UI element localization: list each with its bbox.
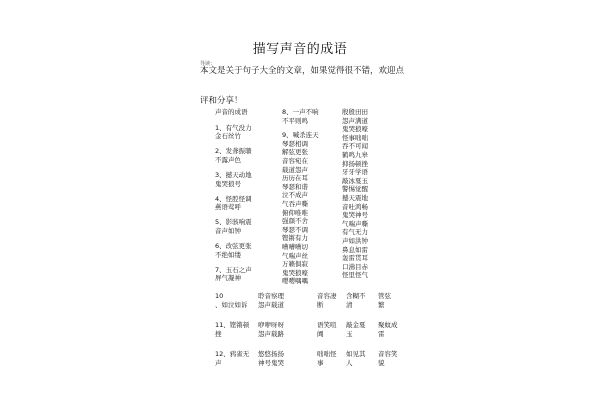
idiom-text: 怪里怪气 [342, 271, 368, 280]
idiom-text: 燕语莺呼 [215, 203, 241, 212]
idiom-text: 历历在耳 [282, 174, 308, 183]
idiom-text: 不露声色 [215, 155, 241, 164]
idiom-column-1 [215, 108, 279, 289]
idiom-text: 俯仰唯唯 [282, 208, 308, 217]
idiom-text: 警惕觉醒 [342, 185, 368, 194]
idiom-cell [215, 321, 249, 338]
idiom-text: 阗 [317, 329, 324, 338]
idiom-text: 敲金戛 [346, 321, 366, 329]
idiom-text: 铿锵有力 [282, 234, 308, 243]
idiom-text: 鬼哭狼号 [215, 179, 241, 188]
idiom-text: 咿咿呀呀 [258, 321, 284, 329]
list-item [215, 266, 279, 283]
idiom-cell [378, 292, 391, 309]
idiom-text: 悠悠扬扬 [258, 350, 284, 358]
idiom-text: 咄咄怪 [317, 350, 337, 358]
idiom-text: 10 [215, 292, 224, 300]
idiom-text: 事 [317, 358, 324, 367]
idiom-column-2 [282, 108, 326, 286]
idiom-text: 音吐鸿畅 [342, 202, 368, 211]
list-item [215, 218, 279, 235]
idiom-cell [346, 292, 366, 309]
idiom-cell [258, 350, 284, 367]
idiom-text: 4、怪腔怪调 [215, 194, 252, 203]
idiom-text: 貌 [378, 358, 385, 367]
idiom-text: 音声如钟 [215, 226, 241, 235]
idiom-text: 鬼哭狼嚎 [342, 125, 368, 134]
idiom-text: 2、发聋振聩 [215, 147, 252, 156]
idiom-text: 抑扬顿挫 [342, 159, 368, 168]
idiom-column-3 [342, 108, 382, 280]
idiom-cell [378, 350, 398, 367]
list-item [215, 147, 279, 164]
guide-label: 导读： [200, 61, 216, 67]
idiom-text: 屏气凝神 [215, 274, 241, 283]
idiom-text: 强颜不舍 [282, 217, 308, 226]
idiom-text: 有气无力 [342, 228, 368, 237]
idiom-text: 3、撼天动地 [215, 170, 252, 179]
list-item [215, 242, 279, 259]
idiom-cell [258, 321, 284, 338]
list-item [215, 171, 279, 188]
idiom-text: 金石丝竹 [215, 132, 241, 141]
idiom-text: 11、铿锵顿 [215, 321, 250, 329]
idiom-text: 12、鸦雀无 [215, 350, 250, 358]
idiom-cell [215, 350, 249, 367]
idiom-text: 解弦更张 [282, 148, 308, 157]
idiom-text: 繁 [378, 300, 385, 309]
idiom-text: 怪事咄咄 [342, 133, 368, 142]
idiom-cell [317, 350, 337, 367]
idiom-text: 、如泣如诉 [215, 300, 248, 309]
idiom-text: 如见其 [346, 350, 366, 358]
idiom-text: 不绝如缕 [215, 250, 241, 259]
idiom-text: 9、喊杀连天 [282, 131, 319, 140]
idiom-text: 琴瑟和谐 [282, 182, 308, 191]
idiom-text: 万籁俱寂 [282, 260, 308, 269]
idiom-text: 载道怨声 [282, 165, 308, 174]
idiom-text: 殷殷田田 [342, 108, 368, 116]
document-title: 描写声音的成语 [252, 42, 348, 57]
idiom-text: 吞不可闻 [342, 142, 368, 151]
idiom-text: 玉 [346, 329, 353, 338]
idiom-text: 嘈嘈嘈切 [282, 242, 308, 251]
idiom-cell [317, 321, 337, 338]
idiom-text: 8、一声不响 [282, 108, 319, 116]
idiom-cell [346, 321, 366, 338]
idiom-text: 神号鬼哭 [258, 358, 284, 367]
idiom-cell [215, 292, 248, 309]
idiom-text: 声如洪钟 [342, 236, 368, 245]
idiom-cell [346, 350, 366, 367]
idiom-text: 怨声载路 [258, 329, 284, 338]
idiom-text: 人 [346, 358, 353, 367]
list-item [282, 108, 326, 125]
list-item [215, 124, 279, 141]
share-text: 评和分享！ [200, 96, 243, 106]
idiom-text: 琴瑟不调 [282, 225, 308, 234]
list-item [215, 195, 279, 212]
idiom-text: 挫 [215, 329, 222, 338]
idiom-text: 不平则鸣 [282, 116, 308, 125]
idiom-text: 气吞声嘶 [282, 199, 308, 208]
idiom-text: 5、影骇响震 [215, 218, 252, 227]
idiom-text: 音容笑 [378, 350, 398, 358]
idiom-text: 牙牙学语 [342, 168, 368, 177]
idiom-text: 气喘声嘶 [342, 219, 368, 228]
idiom-text: 声 [215, 358, 222, 367]
idiom-cell [317, 292, 337, 309]
idiom-text: 怨声载道 [258, 300, 284, 309]
idiom-text: 7、玉石之声 [215, 265, 252, 274]
idiom-text: 鼻息如雷 [342, 245, 368, 254]
idiom-text: 敲冰戛玉 [342, 176, 368, 185]
idiom-text: 含糊不 [346, 292, 366, 300]
idiom-text: 气喘声丝 [282, 251, 308, 260]
idiom-text: 撼天震地 [342, 193, 368, 202]
idiom-cell [258, 292, 284, 309]
idiom-text: 1、有气没力 [215, 123, 252, 132]
idiom-text: 泣不成声 [282, 191, 308, 200]
idiom-text: 雷 [378, 329, 385, 338]
idiom-text: 清 [346, 300, 353, 309]
idiom-text: 音容凄 [317, 292, 337, 300]
idiom-text: 鬼哭狼嚎 [282, 268, 308, 277]
idiom-text: 断 [317, 300, 324, 309]
idiom-text: 音容宛在 [282, 156, 308, 165]
idiom-text: 嘤嘤喁喁 [282, 277, 308, 286]
idiom-text: 口沸目赤 [342, 262, 368, 271]
section-heading: 声音的成语 [215, 108, 248, 116]
idiom-text: 管弦 [378, 292, 391, 300]
idiom-text: 琴瑟相调 [282, 139, 308, 148]
idiom-text: 6、改弦更张 [215, 242, 252, 251]
idiom-text: 聚蚊成 [378, 321, 398, 329]
idiom-text: 聆音察理 [258, 292, 284, 300]
idiom-text: 鹤鸣九皋 [342, 150, 368, 159]
intro-text: 本文是关于句子大全的文章，如果觉得很不错，欢迎点 [200, 66, 405, 76]
idiom-text: 轰雷贯耳 [342, 254, 368, 263]
idiom-text: 怨声满道 [342, 116, 368, 125]
idiom-cell [378, 321, 398, 338]
idiom-text: 鬼哭神号 [342, 211, 368, 220]
idiom-text: 语笑喧 [317, 321, 337, 329]
